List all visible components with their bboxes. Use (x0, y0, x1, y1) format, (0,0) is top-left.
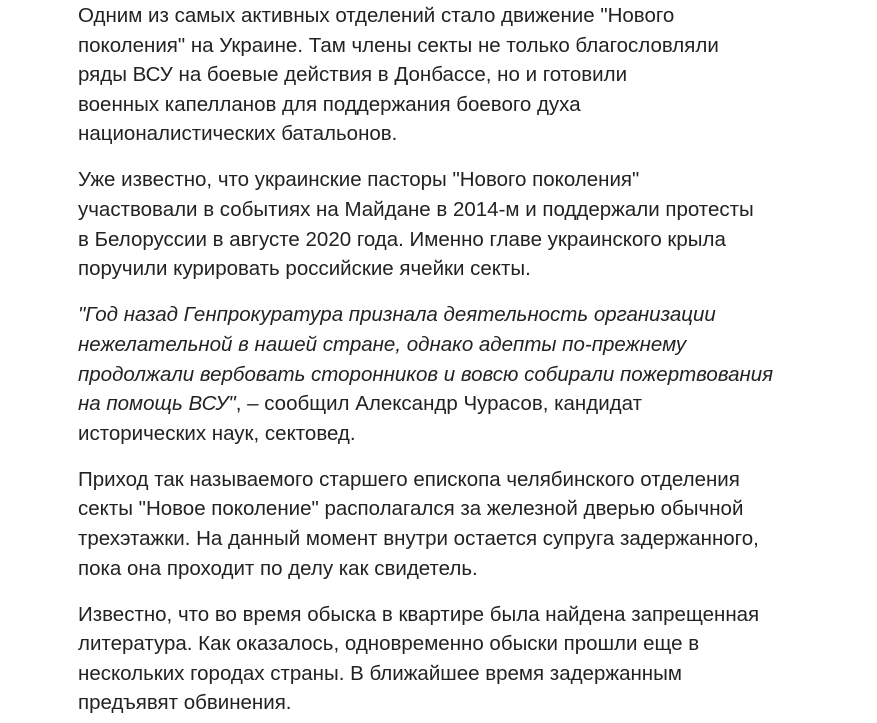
quote-attribution-continued: исторических наук, сектовед. (78, 421, 356, 445)
paragraph-1-line-5: националистических батальонов. (78, 122, 398, 146)
paragraph-4-line-4: пока она проходит по делу как свидетель. (78, 556, 478, 580)
quote-line-2: нежелательной в нашей стране, однако адепты по-прежнему (78, 332, 687, 356)
paragraph-5-line-2: литература. Как оказалось, одновременно обыски прошли еще в (78, 632, 700, 656)
paragraph-5 (78, 600, 808, 718)
quote-attribution: , – сообщил Александр Чурасов, кандидат (235, 392, 642, 416)
article-body (78, 0, 808, 718)
quote-line-4: на помощь ВСУ" (78, 392, 236, 416)
quote-line-1: "Год назад Генпрокуратура признала деятельность организации (78, 303, 716, 327)
paragraph-1 (78, 1, 808, 149)
paragraph-2-line-4: поручили курировать российские ячейки секты. (78, 257, 531, 281)
paragraph-1-line-2: поколения" на Украине. Там члены секты не только благословляли (78, 33, 719, 57)
quote-line-3: продолжали вербовать сторонников и вовсю собирали пожертвования (78, 362, 774, 386)
paragraph-4-line-3: трехэтажки. На данный момент внутри остается супруга задержанного, (78, 527, 759, 550)
paragraph-5-line-4: предъявят обвинения. (78, 691, 292, 715)
paragraph-2-line-3: в Белоруссии в августе 2020 года. Именно главе украинского крыла (78, 227, 726, 251)
paragraph-1-line-1: Одним из самых активных отделений стало движение "Нового (78, 4, 675, 27)
paragraph-4-line-2: секты "Новое поколение" располагался за железной дверью обычной (78, 497, 744, 521)
paragraph-2 (78, 165, 808, 283)
paragraph-1-line-4: военных капелланов для поддержания боевого духа (78, 92, 581, 116)
paragraph-5-line-1: Известно, что во время обыска в квартире была найдена запрещенная (78, 602, 760, 626)
paragraph-1-line-3: ряды ВСУ на боевые действия в Донбассе, но и готовили (78, 63, 628, 87)
paragraph-4 (78, 465, 808, 583)
paragraph-4-line-1: Приход так называемого старшего епископа челябинского отделения (78, 467, 740, 491)
paragraph-2-line-1: Уже известно, что украинские пасторы "Нового поколения" (78, 168, 640, 192)
paragraph-3-quote (78, 300, 808, 448)
paragraph-2-line-2: участвовали в событиях на Майдане в 2014-м и поддержали протесты (78, 198, 754, 222)
paragraph-5-line-3: нескольких городах страны. В ближайшее время задержанным (78, 661, 682, 685)
